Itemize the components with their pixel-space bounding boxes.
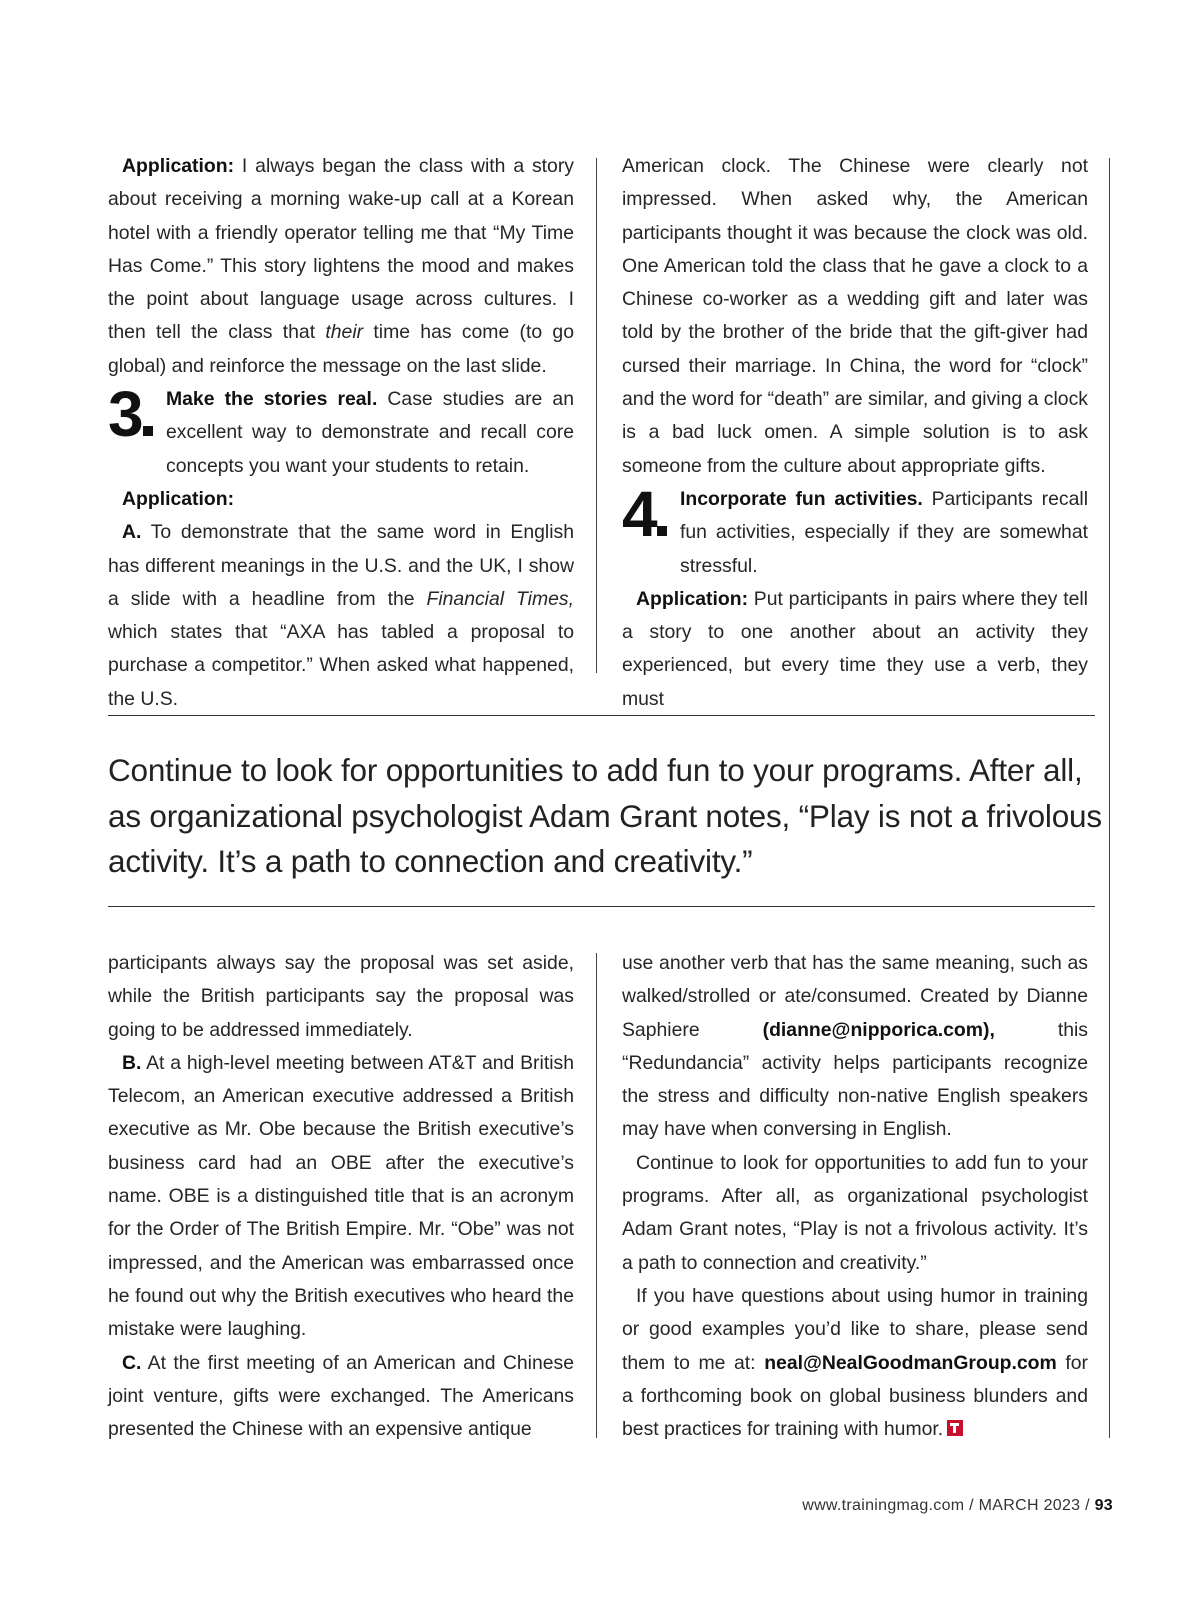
item-label: C.	[122, 1351, 142, 1374]
step-title: Make the stories real.	[166, 388, 378, 411]
paragraph: B. At a high-level meeting between AT&T and British Telecom, an American executive addressed a British executive as Mr. Obe because the British executive’s business card had an OBE after the executive’s name. OBE is a distinguished title that is an acronym for the Order of The British Empire. Mr. “Obe” was not impressed, and the American was embarrassed once he found out why the British executives who heard the mistake were laughing.	[108, 1051, 574, 1341]
application-label: Application:	[122, 155, 235, 177]
pull-quote-rule-bottom	[108, 906, 1095, 907]
paragraph: A. To demonstrate that the same word in English has different meanings in the U.S. and the UK, I show a slide with a headline from the Financial Times, which states that “AXA has tabled a proposal to purchase a competitor.” When asked what happened, the U.S.	[108, 521, 574, 710]
square-bullet-icon	[657, 526, 667, 536]
item-label: A.	[122, 521, 142, 544]
paragraph: American clock. The Chinese were clearly not impressed. When asked why, the American participants thought it was because the clock was old. One American told the class that he gave a clock to a Chinese co-worker as a wedding gift and later was told by the brother of the bride that the gift-giver had cursed their marriage. In China, the word for “clock” and the word for “death” are similar, and giving a clock is a bad luck omen. A simple solution is to ask someone from the culture about appropriate gifts.	[622, 155, 1088, 477]
column-divider	[596, 158, 597, 673]
item-label: B.	[122, 1051, 142, 1074]
paragraph: Continue to look for opportunities to add fun to your programs. After all, as organizational psychologist Adam Grant notes, “Play is not a frivolous activity. It’s a path to connection and creativity.”	[622, 1151, 1088, 1274]
paragraph: participants always say the proposal was set aside, while the British participants say the proposal was going to be addressed immediately.	[108, 952, 574, 1041]
top-right-column	[622, 150, 1088, 716]
email-link[interactable]: neal@NealGoodmanGroup.com	[764, 1351, 1057, 1374]
step-3: 3 Make the stories real. Case studies are an excellent way to demonstrate and recall core concepts you want your students to retain.	[108, 378, 574, 477]
page-footer	[802, 1497, 1113, 1515]
paragraph	[108, 483, 574, 516]
column-divider	[596, 953, 597, 1438]
top-left-column	[108, 150, 574, 716]
step-title: Incorporate fun activities.	[680, 487, 923, 510]
pull-quote-rule-top	[108, 715, 1095, 716]
application-label: Application:	[636, 587, 749, 610]
page-number: 93	[1094, 1497, 1113, 1514]
step-number: 4	[622, 485, 667, 543]
pull-quote: Continue to look for opportunities to add fun to your programs. After all, as organizational psychologist Adam Grant notes, “Play is not a frivolous activity. It’s a path to connection and creativity.”	[108, 752, 1102, 879]
paragraph: Application: I always began the class with a story about receiving a morning wake-up call at a Korean hotel with a friendly operator telling me that “My Time Has Come.” This story lightens the mood and makes the point about language usage across cultures. I then tell the class that their time has come (to go global) and reinforce the message on the last slide.	[108, 155, 574, 377]
email-link[interactable]: (dianne@nipporica.com),	[762, 1018, 995, 1041]
paragraph: Application: Put participants in pairs where they tell a story to one another about an activity they experienced, but every time they use a verb, they must	[622, 587, 1088, 710]
step-number: 3	[108, 385, 153, 443]
paragraph: C. At the first meeting of an American and Chinese joint venture, gifts were exchanged. The Americans presented the Chinese with an expensive antique	[108, 1351, 574, 1441]
bottom-left-column	[108, 947, 574, 1446]
footer-site: www.trainingmag.com / MARCH 2023 /	[802, 1497, 1095, 1514]
end-mark-icon	[947, 1420, 963, 1436]
paragraph: If you have questions about using humor in training or good examples you’d like to share, please send them to me at: neal@NealGoodmanGroup.com for a forthcoming book on global business blunders and best practices for training with humor.	[622, 1284, 1088, 1441]
bottom-right-column	[622, 947, 1088, 1446]
paragraph: use another verb that has the same meaning, such as walked/strolled or ate/consumed. Created by Dianne Saphiere (dianne@nipporica.com), this “Redundancia” activity helps participants recognize the stress and difficulty non-native English speakers may have when conversing in English.	[622, 952, 1088, 1141]
square-bullet-icon	[143, 426, 153, 436]
application-label: Application:	[122, 487, 235, 510]
step-4: 4 Incorporate fun activities. Participants recall fun activities, especially if they are somewhat stressful.	[622, 477, 1088, 577]
page-edge-rule	[1109, 158, 1110, 1438]
